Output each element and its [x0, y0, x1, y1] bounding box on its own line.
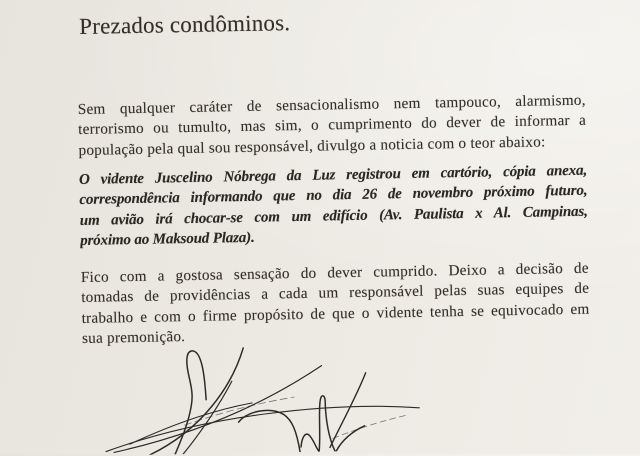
letter-line: O vidente Juscelino Nóbrega da Luz registrou em cartório, cópia anexa, [78, 162, 588, 189]
letter-salutation: Prezados condôminos. [79, 10, 291, 39]
letter-line: terrorismo ou tumulto, mas sim, o cumprimento do dever de informar a [78, 112, 587, 139]
handwritten-signature [88, 337, 490, 456]
letter-line: um avião irá chocar-se com um edifício (Av. Paulista x Al. Campinas, [79, 203, 588, 229]
letter-line: população pela qual sou responsável, divulgo a noticia com o teor abaixo: [78, 133, 546, 159]
intro-paragraph [78, 91, 587, 161]
letter-content [76, 0, 592, 454]
closing-paragraph [81, 259, 590, 349]
letter-line: próximo ao Maksoud Plaza). [80, 229, 255, 249]
notice-paragraph [79, 161, 588, 251]
letter-line: correspondência informando que no dia 26 de novembro próximo futuro, [79, 182, 588, 209]
letter-line: trabalho e com o firme propósito de que o vidente tenha se equivocado em [81, 300, 590, 327]
letter-line: Sem qualquer caráter de sensacionalismo nem tampouco, alarmismo, [77, 91, 586, 119]
letter-line: tomadas de providências a cada um responsável pelas suas equipes de [81, 279, 590, 307]
letter-line: Fico com a gostosa sensação do dever cumprido. Deixo a decisão de [80, 259, 589, 286]
letter-line: sua premonição. [81, 327, 186, 347]
